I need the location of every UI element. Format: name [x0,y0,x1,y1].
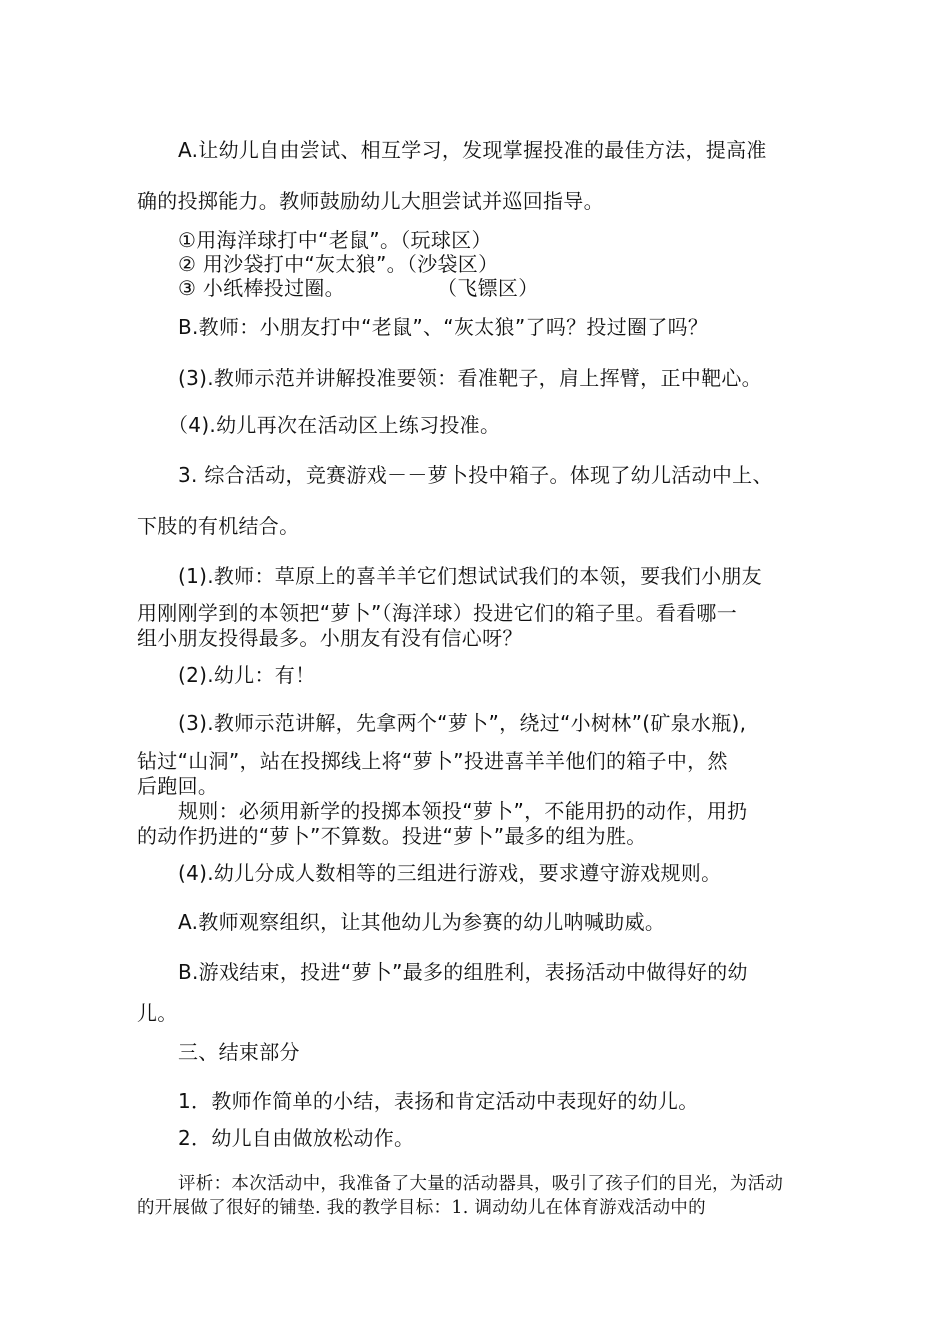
paragraph-line: (1).教师：草原上的喜羊羊它们想试试我们的本领，要我们小朋友 [178,564,762,588]
list-item-area-label: （飞镖区） [437,276,539,300]
paragraph-line: （4).幼儿再次在活动区上练习投准。 [168,413,501,437]
section-heading: 三、结束部分 [178,1040,300,1064]
paragraph-line: (3).教师示范并讲解投准要领：看准靶子，肩上挥臂，正中靶心。 [178,366,762,390]
list-item: 1．教师作简单的小结，表扬和肯定活动中表现好的幼儿。 [178,1089,699,1113]
paragraph-line: B.游戏结束，投进“萝卜”最多的组胜利，表扬活动中做得好的幼 [178,960,748,984]
paragraph-line: 用刚刚学到的本领把“萝卜”（海洋球）投进它们的箱子里。看看哪一 [137,601,738,625]
paragraph-line: 儿。 [137,1001,178,1025]
list-item: ①用海洋球打中“老鼠”。（玩球区） [178,228,492,252]
paragraph-line: B.教师：小朋友打中“老鼠”、“灰太狼”了吗？投过圈了吗？ [178,315,709,339]
paragraph-line: 的动作扔进的“萝卜”不算数。投进“萝卜”最多的组为胜。 [137,824,647,848]
paragraph-line: 钻过“山洞”，站在投掷线上将“萝卜”投进喜羊羊他们的箱子中，然 [137,749,728,773]
paragraph-line: 确的投掷能力。教师鼓励幼儿大胆尝试并巡回指导。 [137,189,604,213]
list-item: 2．幼儿自由做放松动作。 [178,1126,415,1150]
paragraph-line: 下肢的有机结合。 [137,514,300,538]
paragraph-line: 规则：必须用新学的投掷本领投“萝卜”，不能用扔的动作，用扔 [178,799,748,823]
evaluation-line: 的开展做了很好的铺垫. 我的教学目标：1. 调动幼儿在体育游戏活动中的 [137,1198,706,1218]
paragraph-line: (3).教师示范讲解，先拿两个“萝卜”，绕过“小树林”(矿泉水瓶), [178,711,747,735]
paragraph-line: 后跑回。 [137,774,219,798]
evaluation-line: 评析：本次活动中，我准备了大量的活动器具，吸引了孩子们的目光，为活动 [178,1174,784,1194]
paragraph-line: A.让幼儿自由尝试、相互学习，发现掌握投准的最佳方法，提高准 [178,138,767,162]
paragraph-line: 组小朋友投得最多。小朋友有没有信心呀？ [137,626,523,650]
list-item: ② 用沙袋打中“灰太狼”。（沙袋区） [178,252,499,276]
paragraph-line: A.教师观察组织，让其他幼儿为参赛的幼儿呐喊助威。 [178,910,666,934]
paragraph-line: (4).幼儿分成人数相等的三组进行游戏，要求遵守游戏规则。 [178,861,722,885]
paragraph-line: 3. 综合活动，竞赛游戏－－萝卜投中箱子。体现了幼儿活动中上、 [178,463,773,487]
list-item: ③ 小纸棒投过圈。 [178,276,345,300]
paragraph-line: (2).幼儿：有！ [178,663,316,687]
